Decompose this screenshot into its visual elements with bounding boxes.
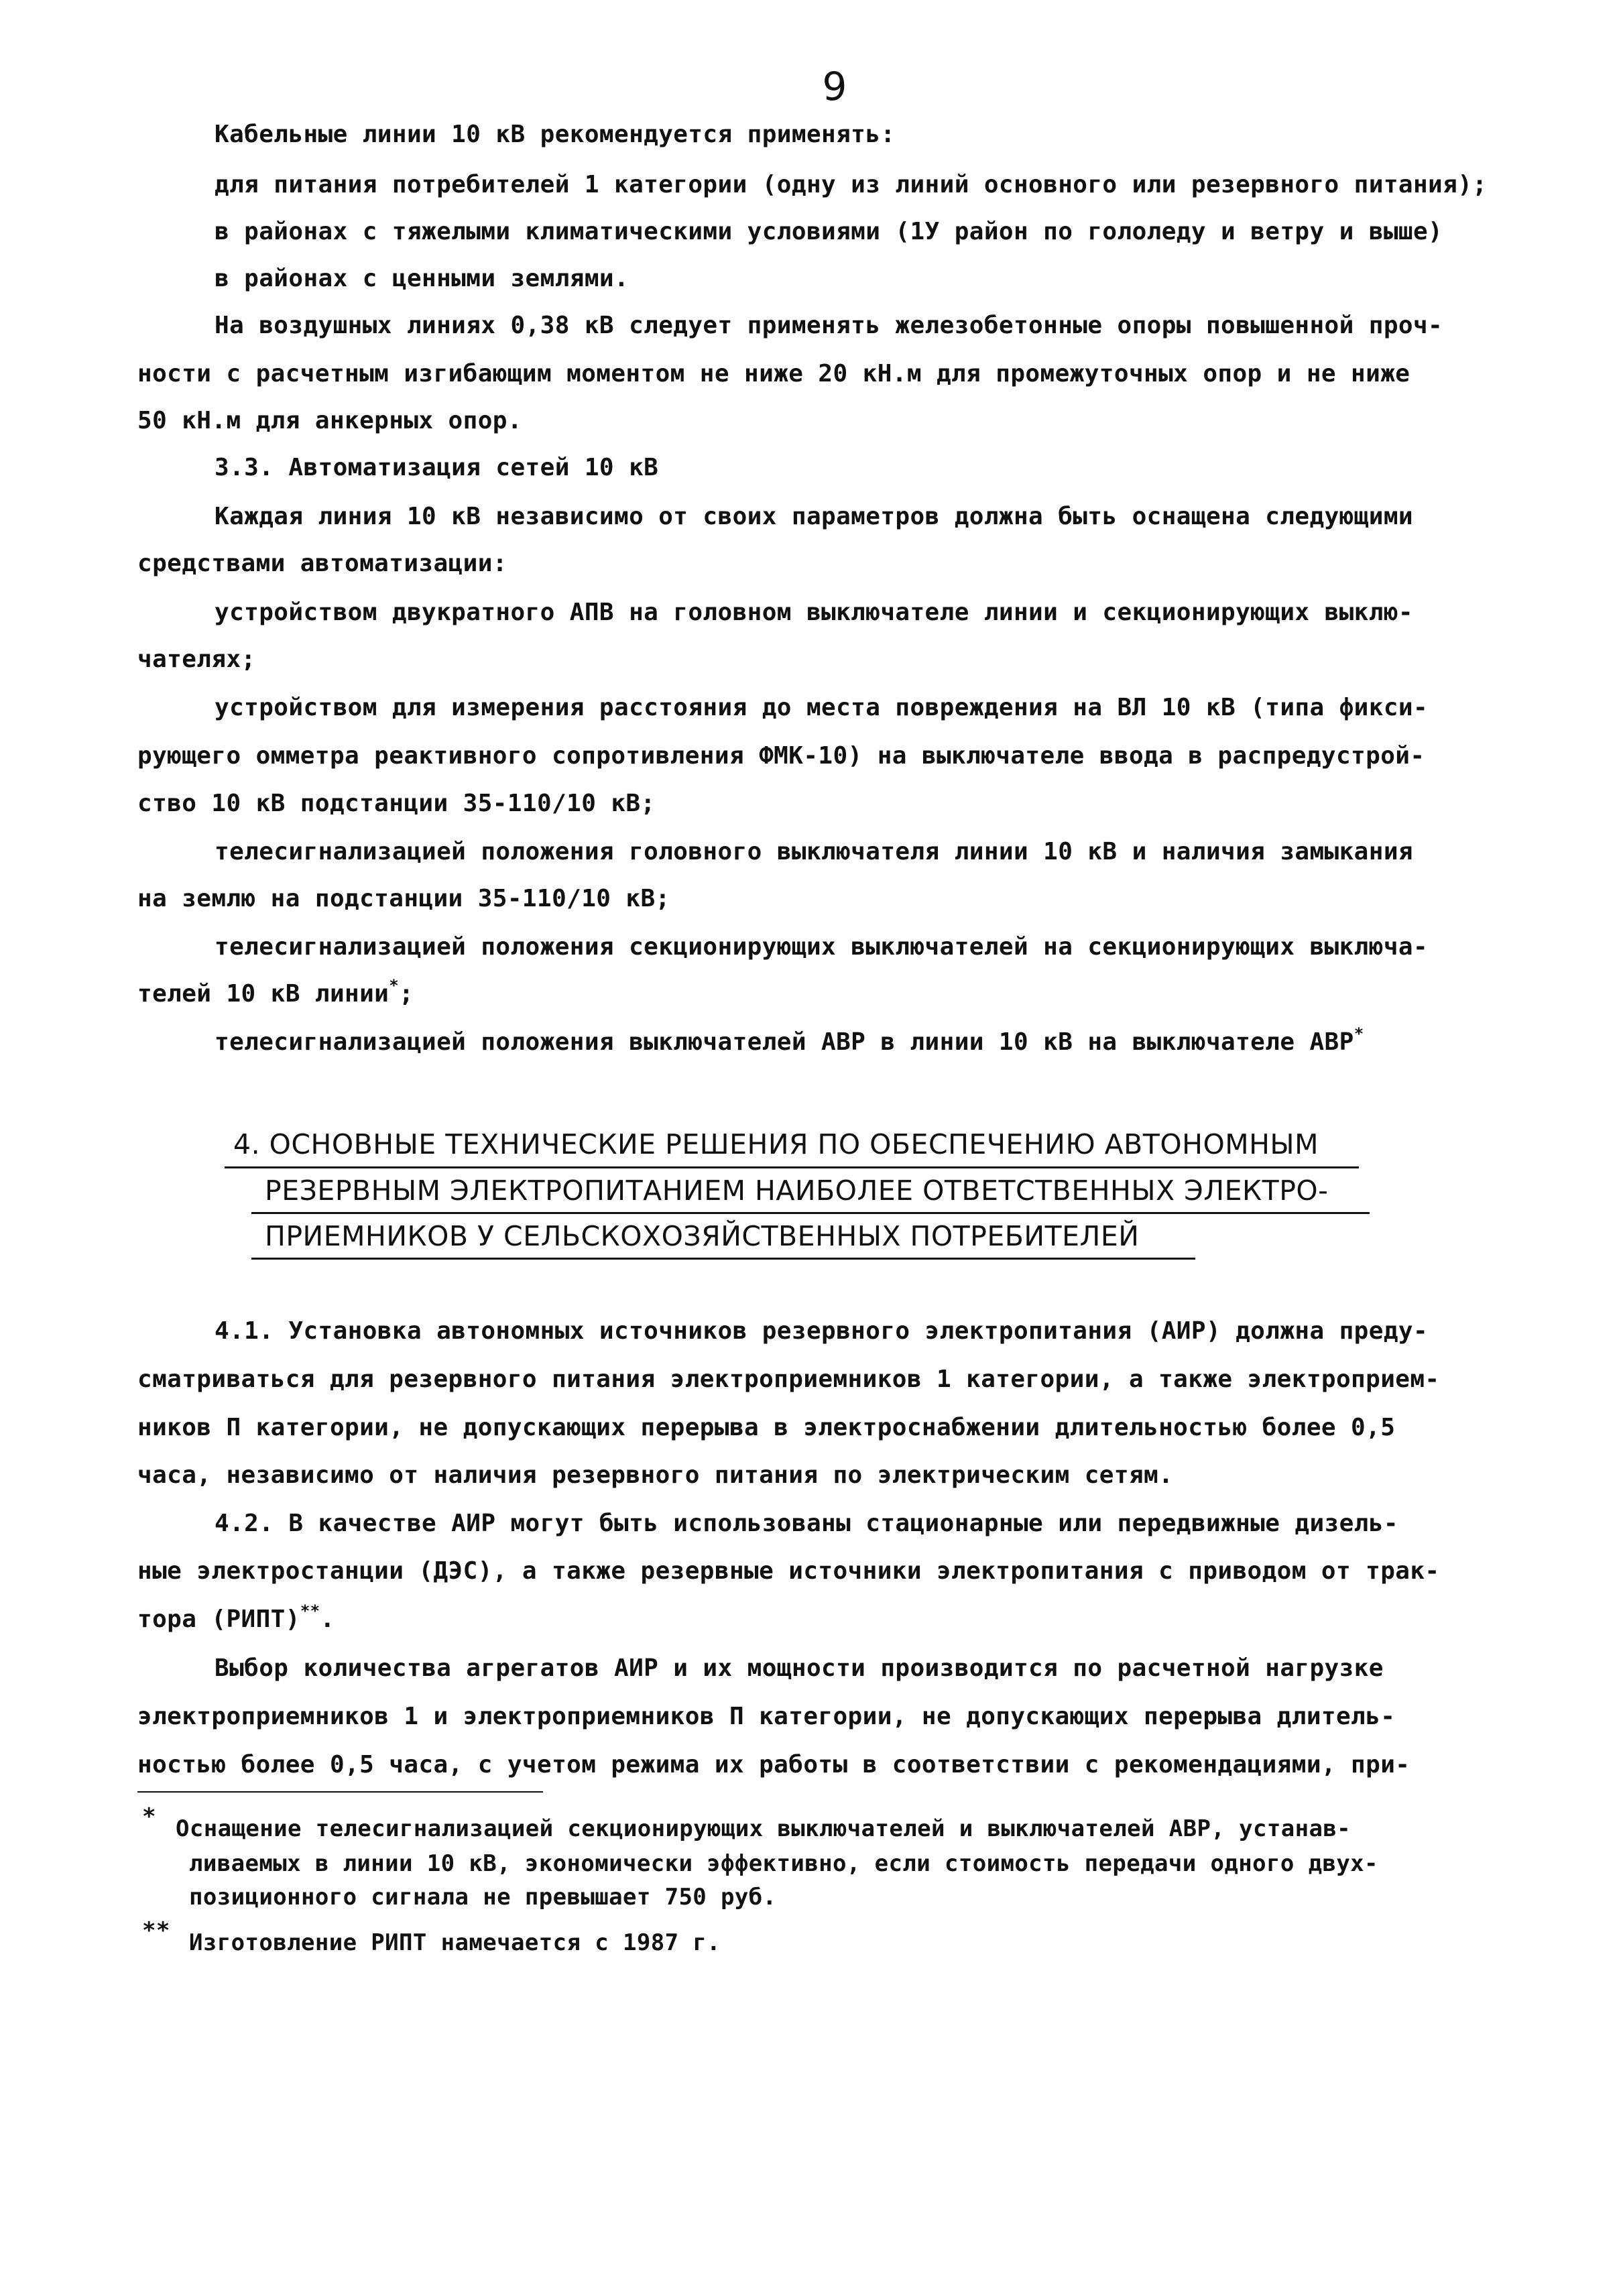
paragraph-line: часа, независимо от наличия резервного питания по электрическим сетям. (137, 1461, 1174, 1489)
paragraph-line: ство 10 кВ подстанции 35-110/10 кВ; (137, 790, 656, 817)
footnote-marker: * (142, 1803, 156, 1830)
footnote-line: ливаемых в линии 10 кВ, экономически эффективно, если стоимость передачи одного двух- (189, 1850, 1378, 1877)
paragraph-line: в районах с ценными землями. (215, 265, 629, 292)
heading-underline (251, 1258, 1195, 1260)
paragraph-line: Выбор количества агрегатов АИР и их мощности производится по расчетной нагрузке (215, 1654, 1384, 1682)
paragraph-line: сматриваться для резервного питания электроприемников 1 категории, а также электроприем- (137, 1366, 1440, 1393)
paragraph-line: ности с расчетным изгибающим моментом не ниже 20 кН.м для промежуточных опор и не ниже (137, 360, 1410, 387)
heading-underline (225, 1166, 1359, 1168)
paragraph-line: рующего омметра реактивного сопротивления ФМК-10) на выключателе ввода в распредустрой- (137, 742, 1425, 770)
paragraph-line: ные электростанции (ДЭС), а также резервные источники электропитания с приводом от трак- (137, 1557, 1440, 1585)
footnote-marker: ** (142, 1917, 170, 1944)
paragraph-line: устройством для измерения расстояния до места повреждения на ВЛ 10 кВ (типа фикси- (215, 694, 1429, 721)
paragraph-line: 50 кН.м для анкерных опор. (137, 407, 522, 434)
paragraph-line: для питания потребителей 1 категории (одну из линий основного или резервного питания); (215, 171, 1488, 198)
paragraph-line: устройством двукратного АПВ на головном выключателе линии и секционирующих выклю- (215, 599, 1413, 626)
paragraph-line: ников П категории, не допускающих перерыва в электроснабжении длительностью более 0,5 (137, 1414, 1396, 1441)
paragraph-line: в районах с тяжелыми климатическими условиями (1У район по гололеду и ветру и выше) (215, 218, 1443, 245)
section-heading-line: РЕЗЕРВНЫМ ЭЛЕКТРОПИТАНИЕМ НАИБОЛЕЕ ОТВЕТСТВЕННЫХ ЭЛЕКТРО- (265, 1174, 1329, 1207)
page-number: 9 (822, 64, 847, 109)
paragraph-line: 4.2. В качестве АИР могут быть использованы стационарные или передвижные дизель- (215, 1510, 1398, 1537)
section-heading-line: ПРИЕМНИКОВ У СЕЛЬСКОХОЗЯЙСТВЕННЫХ ПОТРЕБИТЕЛЕЙ (265, 1220, 1140, 1252)
paragraph-line: На воздушных линиях 0,38 кВ следует применять железобетонные опоры повышенной проч- (215, 312, 1443, 339)
heading-underline (251, 1212, 1370, 1214)
paragraph-line: телесигнализацией положения выключателей АВР в линии 10 кВ на выключателе АВР* (215, 1024, 1364, 1056)
paragraph-line: на землю на подстанции 35-110/10 кВ; (137, 885, 670, 912)
paragraph-line: чателях; (137, 646, 256, 673)
footnote-line: Оснащение телесигнализацией секционирующих выключателей и выключателей АВР, устанав- (176, 1815, 1351, 1842)
paragraph-line: тора (РИПТ)**. (137, 1602, 335, 1633)
paragraph-line: ностью более 0,5 часа, с учетом режима их работы в соответствии с рекомендациями, при- (137, 1751, 1410, 1778)
footnote-line: Изготовление РИПТ намечается с 1987 г. (189, 1929, 721, 1956)
paragraph-line: телей 10 кВ линии*; (137, 976, 414, 1008)
paragraph-line: телесигнализацией положения головного выключателя линии 10 кВ и наличия замыкания (215, 838, 1413, 865)
paragraph-line: Кабельные линии 10 кВ рекомендуется применять: (215, 121, 896, 148)
paragraph-line: телесигнализацией положения секционирующих выключателей на секционирующих выключа- (215, 933, 1429, 961)
paragraph-line: Каждая линия 10 кВ независимо от своих параметров должна быть оснащена следующими (215, 503, 1413, 530)
footnote-marker: * (389, 976, 400, 995)
paragraph-line: средствами автоматизации: (137, 550, 507, 577)
subsection-title: 3.3. Автоматизация сетей 10 кВ (215, 454, 659, 481)
footnote-line: позиционного сигнала не превышает 750 руб. (189, 1884, 777, 1911)
paragraph-line: 4.1. Установка автономных источников резервного электропитания (АИР) должна преду- (215, 1317, 1429, 1345)
section-heading-line: 4. ОСНОВНЫЕ ТЕХНИЧЕСКИЕ РЕШЕНИЯ ПО ОБЕСПЕЧЕНИЮ АВТОНОМНЫМ (233, 1128, 1319, 1160)
footnote-marker: ** (300, 1602, 320, 1620)
footnote-marker: * (1354, 1024, 1364, 1043)
footnote-separator (137, 1791, 543, 1793)
paragraph-line: электроприемников 1 и электроприемников П категории, не допускающих перерыва длитель- (137, 1703, 1396, 1730)
